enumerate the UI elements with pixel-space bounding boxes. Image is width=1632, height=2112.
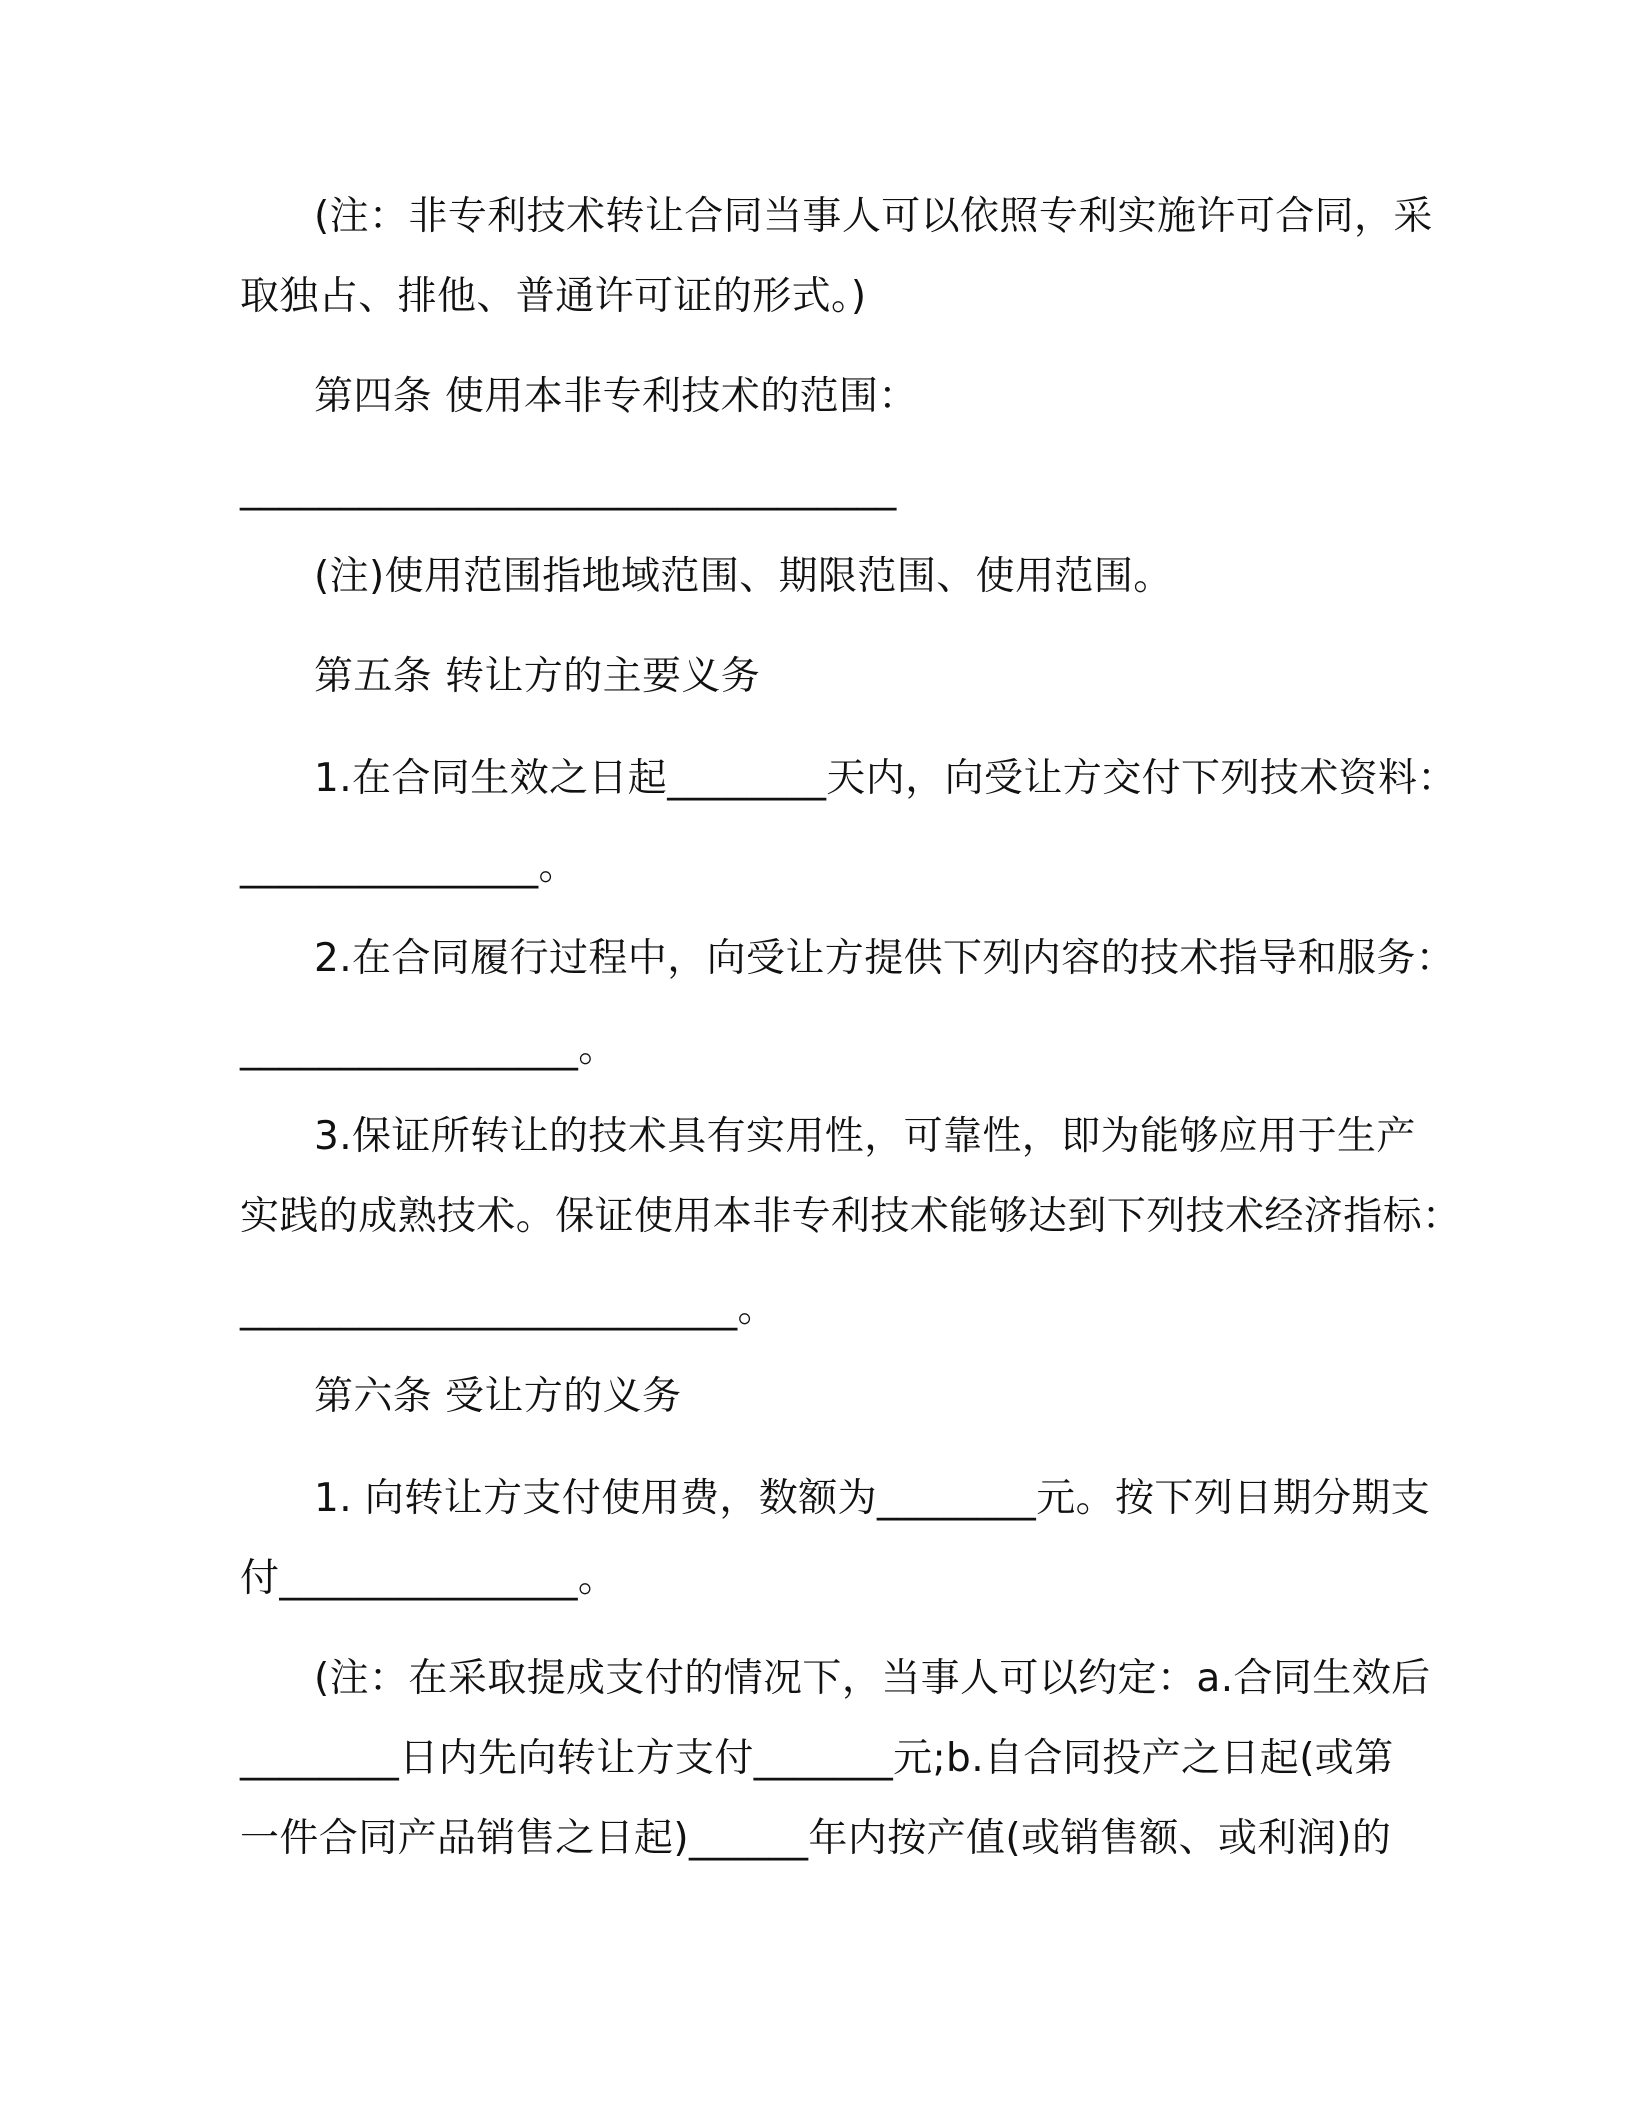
clause-line: 实践的成熟技术。保证使用本非专利技术能够达到下列技术经济指标： xyxy=(240,1194,1462,1239)
article-heading: 第六条 受让方的义务 xyxy=(314,1374,682,1419)
note-paragraph-line: ________日内先向转让方支付_______元;b.自合同投产之日起(或第 xyxy=(240,1736,1394,1781)
clause-line: 付_______________。 xyxy=(240,1556,618,1601)
clause-line: 1.在合同生效之日起________天内，向受让方交付下列技术资料： xyxy=(314,756,1457,801)
note-paragraph-line: (注)使用范围指地域范围、期限范围、使用范围。 xyxy=(314,554,1173,599)
clause-line: 1. 向转让方支付使用费，数额为________元。按下列日期分期支 xyxy=(314,1476,1431,1521)
blank-line: _______________。 xyxy=(240,844,578,889)
article-heading: 第五条 转让方的主要义务 xyxy=(314,654,761,699)
clause-line: 2.在合同履行过程中，向受让方提供下列内容的技术指导和服务： xyxy=(314,936,1456,981)
blank-line: _________________________。 xyxy=(240,1286,777,1331)
note-paragraph-line: (注：在采取提成支付的情况下，当事人可以约定：a.合同生效后 xyxy=(314,1656,1431,1701)
blank-line: _________________。 xyxy=(240,1026,618,1071)
article-heading: 第四条 使用本非专利技术的范围： xyxy=(314,374,918,419)
note-paragraph-line: (注：非专利技术转让合同当事人可以依照专利实施许可合同，采 xyxy=(314,194,1433,239)
clause-line: 3.保证所转让的技术具有实用性，可靠性，即为能够应用于生产 xyxy=(314,1114,1416,1159)
note-paragraph-line: 取独占、排他、普通许可证的形式。) xyxy=(240,274,867,319)
note-paragraph-line: 一件合同产品销售之日起)______年内按产值(或销售额、或利润)的 xyxy=(240,1816,1392,1861)
blank-line: _________________________________ xyxy=(240,466,897,511)
